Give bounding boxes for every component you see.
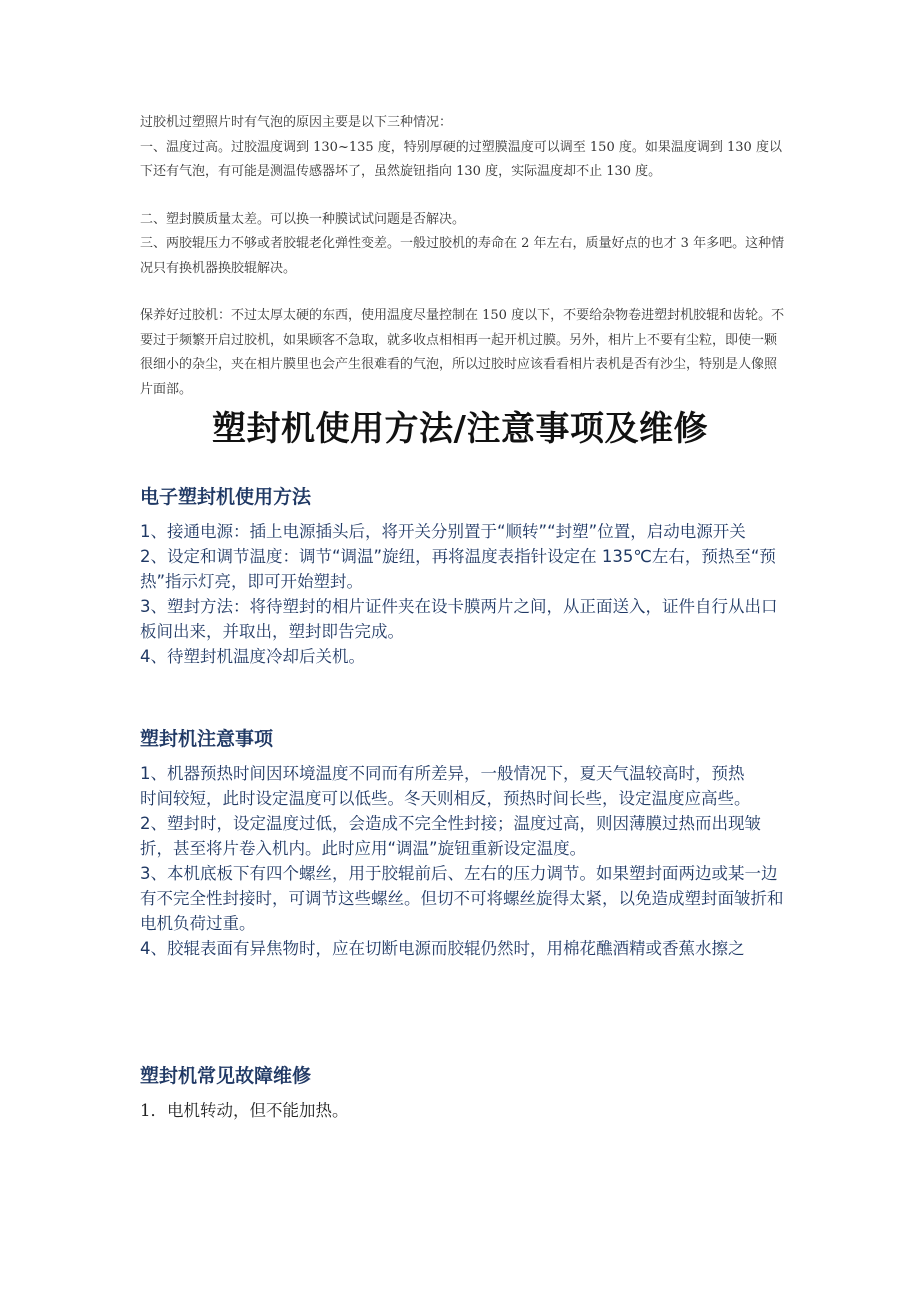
repair-section	[140, 1062, 785, 1123]
list-item: 2、塑封时，设定温度过低，会造成不完全性封接；温度过高，则因薄膜过热而出现皱折，甚至将片卷入机内。此时应用“调温”旋钮重新设定温度。	[140, 814, 761, 858]
maintenance-paragraph: 保养好过胶机：不过太厚太硬的东西，使用温度尽量控制在 150 度以下，不要给杂物卷进塑封机胶辊和齿轮。不要过于频繁开启过胶机，如果顾客不急取，就多收点相相再一起开机过膜。另外，相片上不要有尘粒，即使一颗很细小的杂尘，夹在相片膜里也会产生很难看的气泡，所以过胶时应该看看相片表机是否有沙尘，特别是人像照片面部。	[140, 308, 785, 397]
intro-paragraph: 二、塑封膜质量太差。可以换一种膜试试问题是否解决。	[140, 211, 466, 227]
intro-paragraph: 一、温度过高。过胶温度调到 130~135 度，特别厚硬的过塑膜温度可以调至 150 度。如果温度调到 130 度以下还有气泡，有可能是测温传感器坏了，虽然旋钮指向 130 度，实际温度却不止 130 度。	[140, 139, 782, 179]
intro-paragraph: 三、两胶辊压力不够或者胶辊老化弹性变差。一般过胶机的寿命在 2 年左右，质量好点的也才 3 年多吧。这种情况只有换机器换胶辊解决。	[140, 236, 785, 276]
list-item: 3、塑封方法：将待塑封的相片证件夹在设卡膜两片之间，从正面送入，证件自行从出口板间出来，并取出，塑封即告完成。	[140, 597, 778, 641]
list-item: 时间较短，此时设定温度可以低些。冬天则相反，预热时间长些，设定温度应高些。	[140, 789, 751, 808]
list-item: 1．电机转动，但不能加热。	[140, 1101, 349, 1120]
list-item: 2、设定和调节温度：调节“调温”旋纽，再将温度表指针设定在 135℃左右，预热至“预热”指示灯亮，即可开始塑封。	[140, 547, 776, 591]
list-item: 1、接通电源：插上电源插头后，将开关分别置于“顺转”“封塑”位置，启动电源开关	[140, 522, 746, 541]
list-item: 1、机器预热时间因环境温度不同而有所差异，一般情况下，夏天气温较高时，预热	[140, 764, 745, 783]
usage-heading: 电子塑封机使用方法	[140, 486, 312, 508]
list-item: 4、待塑封机温度冷却后关机。	[140, 647, 365, 666]
notes-heading: 塑封机注意事项	[140, 728, 274, 750]
list-item: 4、胶辊表面有异焦物时，应在切断电源而胶辊仍然时，用棉花醮酒精或香蕉水擦之	[140, 939, 745, 958]
notes-section	[140, 725, 785, 961]
repair-heading: 塑封机常见故障维修	[140, 1065, 312, 1087]
list-item: 3、本机底板下有四个螺丝，用于胶辊前后、左右的压力调节。如果塑封面两边或某一边有不完全性封接时，可调节这些螺丝。但切不可将螺丝旋得太紧，以免造成塑封面皱折和电机负荷过重。	[140, 864, 784, 933]
intro-paragraph: 过胶机过塑照片时有气泡的原因主要是以下三种情况：	[140, 115, 453, 130]
page-title: 塑封机使用方法/注意事项及维修	[212, 409, 708, 449]
intro-text	[140, 111, 785, 402]
usage-section	[140, 483, 785, 669]
